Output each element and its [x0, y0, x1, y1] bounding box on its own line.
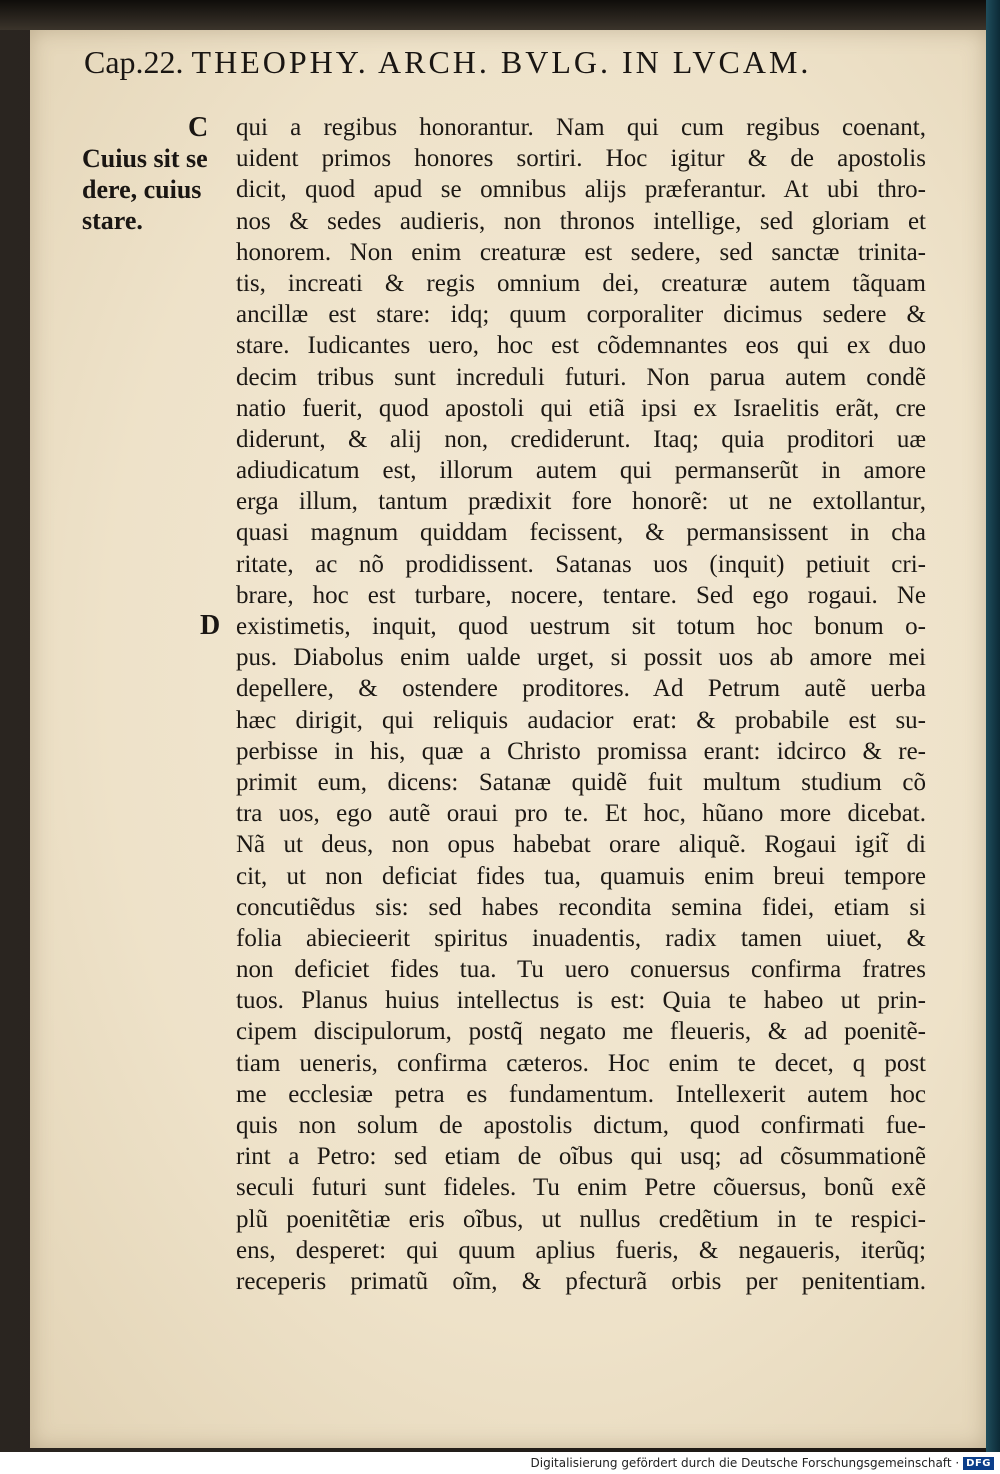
section-letter-d: D [200, 610, 221, 641]
text-line: diderunt, & alij non, crediderunt. Itaq; quia proditori uæ [236, 425, 926, 453]
margin-note [82, 143, 222, 236]
margin-note-line: stare. [82, 206, 143, 235]
page-header [84, 44, 930, 96]
text-line: folia abiecieerit spiritus inuadentis, radix tamen uiuet, & [236, 924, 926, 952]
text-line: quasi magnum quiddam fecissent, & permansissent in cha [236, 519, 926, 547]
text-line: Nã ut deus, non opus habebat orare aliquẽ. Rogaui igit̃ di [236, 831, 926, 859]
text-line: honorem. Non enim creaturæ est sedere, sed sanctæ trinita- [236, 238, 926, 266]
text-line: adiudicatum est, illorum autem qui permanserũt in amore [236, 457, 926, 485]
text-line: pus. Diabolus enim ualde urget, si possit uos ab amore mei [236, 644, 926, 672]
margin-note-line: dere, cuius [82, 175, 202, 204]
text-line: tiam ueneris, confirma cæteros. Hoc enim te decet, q post [236, 1049, 926, 1077]
text-line: plũ poenitẽtiæ eris oĩbus, ut nullus credẽtium in te respici- [236, 1205, 926, 1233]
digitization-footer [0, 1452, 1000, 1474]
text-line: cipem discipulorum, postq̃ negato me fleueris, & ad poenitẽ- [236, 1018, 926, 1046]
text-line: tis, increati & regis omnium dei, creaturæ autem tãquam [236, 269, 926, 297]
text-line: uident primos honores sortiri. Hoc igitur & de apostolis [236, 145, 926, 173]
footer-credit: Digitalisierung gefördert durch die Deutsche Forschungsgemeinschaft · [530, 1456, 960, 1470]
dfg-logo-icon: DFG [963, 1457, 994, 1470]
text-line: ens, desperet: qui quum aplius fueris, & negaueris, iterũq; [236, 1236, 926, 1264]
text-line: nos & sedes audieris, non thronos intellige, sed gloriam et [236, 207, 926, 235]
running-title: THEOPHY. ARCH. BVLG. IN LVCAM. [191, 44, 812, 80]
text-line: rint a Petro: sed etiam de oĩbus qui usq; ad cõsummationẽ [236, 1143, 926, 1171]
text-line: non deficiet fides tua. Tu uero conuersus confirma fratres [236, 956, 926, 984]
section-letter-c: C [188, 112, 209, 143]
text-line: hæc dirigit, qui reliquis audacior erat: & probabile est su- [236, 706, 926, 734]
text-line: existimetis, inquit, quod uestrum sit totum hoc bonum o- [236, 613, 926, 640]
text-line: cit, ut non deficiat fides tua, quamuis enim breui tempore [236, 862, 926, 890]
text-line: natio fuerit, quod apostoli qui etiã ipsi ex Israelitis erãt, cre [236, 394, 926, 422]
text-line: receperis primatũ oĩm, & pfecturã orbis per penitentiam. [236, 1267, 926, 1295]
text-line: qui a regibus honorantur. Nam qui cum regibus coenant, [236, 114, 926, 141]
text-line: erga illum, tantum prædixit fore honorẽ: ut ne extollantur, [236, 488, 926, 516]
text-line: tra uos, ego autẽ oraui pro te. Et hoc, hũano more dicebat. [236, 800, 926, 828]
text-line: tuos. Planus huius intellectus is est: Quia te habeo ut prin- [236, 987, 926, 1015]
margin-note-line: Cuius sit se [82, 144, 208, 173]
text-line: seculi futuri sunt fideles. Tu enim Petre cõuersus, bonũ exẽ [236, 1174, 926, 1202]
text-line: ritate, ac nõ prodidissent. Satanas uos (inquit) petiuit cri- [236, 550, 926, 578]
text-line: concutiẽdus sis: sed habes recondita semina fidei, etiam si [236, 893, 926, 921]
text-line: primit eum, dicens: Satanæ quidẽ fuit multum studium cõ [236, 768, 926, 796]
text-line: quis non solum de apostolis dictum, quod confirmati fue- [236, 1112, 926, 1139]
text-line: stare. Iudicantes uero, hoc est cõdemnantes eos qui ex duo [236, 332, 926, 360]
text-line: brare, hoc est turbare, nocere, tentare. Sed ego rogaui. Ne [236, 581, 926, 609]
text-line: decim tribus sunt increduli futuri. Non parua autem condẽ [236, 363, 926, 391]
text-line: depellere, & ostendere proditores. Ad Petrum autẽ uerba [236, 675, 926, 703]
book-spine-edge [986, 0, 1000, 1474]
text-line: dicit, quod apud se omnibus alijs præferantur. At ubi thro- [236, 176, 926, 204]
text-line: me ecclesiæ petra es fundamentum. Intellexerit autem hoc [236, 1080, 926, 1108]
book-top-edge [0, 0, 1000, 30]
text-line: ancillæ est stare: idq; quum corporaliter dicimus sedere & [236, 301, 926, 329]
text-line: perbisse in his, quæ a Christo promissa erant: idcirco & re- [236, 737, 926, 765]
body-text [236, 112, 926, 1297]
chapter-number: Cap.22. [84, 44, 184, 80]
